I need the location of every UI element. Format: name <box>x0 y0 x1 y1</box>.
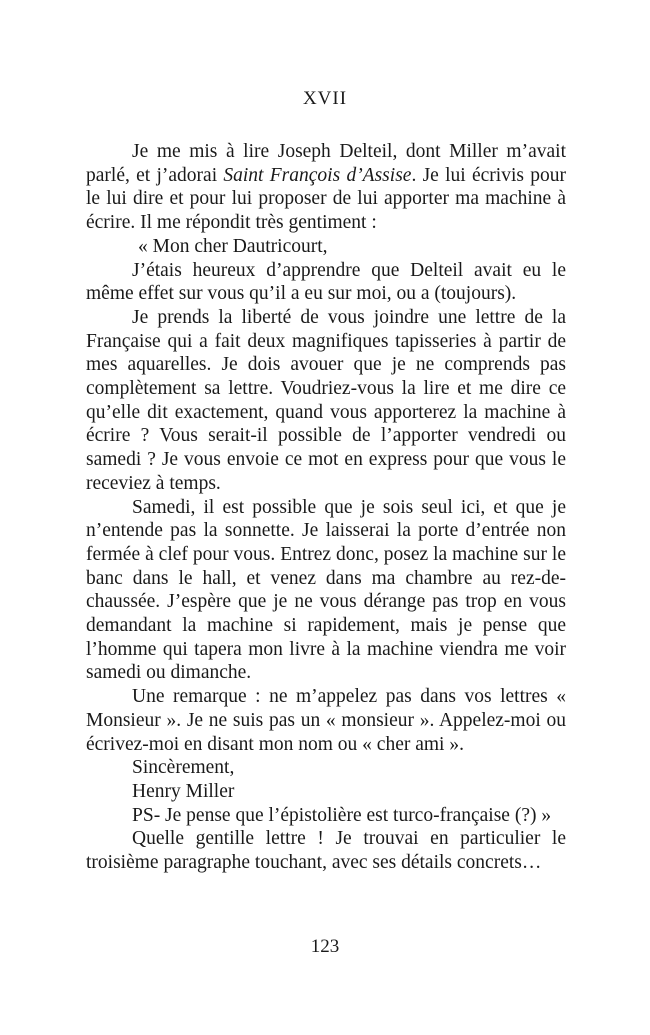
page-number: 123 <box>310 936 340 957</box>
letter-closing: Sincèrement, <box>132 757 235 779</box>
letter-postscript: PS- Je pense que l’épistolière est turco-française (?) » <box>132 804 552 826</box>
paragraph-closing: Quelle gentille lettre ! Je trouvai en particulier le troisième paragraphe touchant, avec ses détails concrets… <box>86 828 566 874</box>
letter-greeting: « Mon cher Dautricourt, <box>138 235 328 257</box>
letter-paragraph: Samedi, il est possible que je sois seul ici, et que je n’entende pas la sonnette. Je laisserai la porte d’entrée non fermée à clef pour vous. Entrez donc, posez la machine sur le banc dans le hall, et venez dans ma chambre au rez-de-chaussée. J’espère que je ne vous dérange pas trop en vous demandant la machine si rapidement, mais je pense que l’homme qui tapera mon livre à la machine viendra me voir samedi ou dimanche. <box>86 496 566 684</box>
letter-paragraph: Je prends la liberté de vous joindre une lettre de la Française qui a fait deux magnifiques tapisseries à partir de mes aquarelles. Je dois avouer que je ne comprends pas complètement sa lettre. Voudriez-vous la lire et me dire ce qu’elle dit exactement, quand vous apporterez la machine à écrire ? Vous serait-il possible de l’apporter vendredi ou samedi ? Je vous envoie ce mot en express pour que vous le receviez à temps. <box>86 306 566 494</box>
paragraph-intro-text-cont: . Je lui écrivis pour le lui dire et pour lui proposer de lui apporter ma machine à écrire. Il me répondit très gentiment : <box>86 164 566 234</box>
letter-signature: Henry Miller <box>132 780 235 802</box>
letter-paragraph: Une remarque : ne m’appelez pas dans vos lettres « Monsieur ». Je ne suis pas un « monsieur ». Appelez-moi ou écrivez-moi en disant mon nom ou « cher ami ». <box>86 686 566 755</box>
paragraph-intro <box>86 140 566 235</box>
chapter-title: XVII <box>302 88 348 109</box>
book-title: Saint François d’Assise <box>223 164 412 186</box>
text-body <box>86 140 566 875</box>
letter-paragraph: J’étais heureux d’apprendre que Delteil avait eu le même effet sur vous qu’il a eu sur moi, ou a (toujours). <box>86 259 566 305</box>
paragraph-intro-text: Je me mis à lire Joseph Delteil, dont Miller m’avait parlé, et j’adorai <box>86 141 566 186</box>
